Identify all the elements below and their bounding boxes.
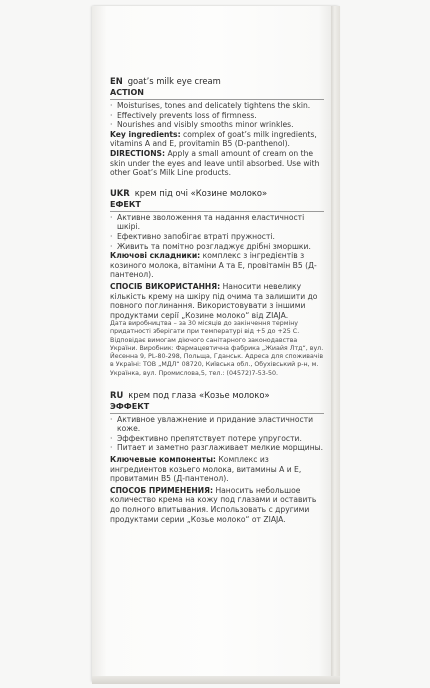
ukr-effect-label: ЕФЕКТ xyxy=(110,199,141,209)
ukr-directions xyxy=(110,282,324,320)
ukr-bullet-item xyxy=(110,232,324,242)
package-label-text xyxy=(110,76,324,524)
ru-heading xyxy=(110,390,324,401)
ru-key-ingredients xyxy=(110,455,324,484)
en-key-text: complex of goat’s milk ingredients, vitamins A and E, provitamin B5 (D-panthenol). xyxy=(110,129,317,149)
en-key-label: Key ingredients: xyxy=(110,129,181,139)
ukr-divider xyxy=(110,211,324,212)
en-dir-label: DIRECTIONS: xyxy=(110,148,166,158)
ru-bullet-text: Питает и заметно разглаживает мелкие морщины. xyxy=(117,443,324,453)
ru-key-text: Комплекс из ингредиентов козьего молока, витамины А и Е, провитамин B5 (Д-пантенол). xyxy=(110,455,302,484)
en-title: goat’s milk eye cream xyxy=(127,76,221,86)
bullet-dot: · xyxy=(110,231,113,241)
ru-bullet-item xyxy=(110,415,324,434)
ukr-dir-text: Наносити невелику кількість крему на шкіру під очима та залишити до повного поглинання. Використовувати з іншими продуктами серії „Козине молоко“ від ZIAJA. xyxy=(110,281,318,320)
ru-lang-code: RU xyxy=(110,389,124,400)
ukr-manufacturer-info: Дата виробництва – за 30 місяців до закінчення терміну придатності зберігати при температурі від +5 до +25 С. Відповідає вимогам діючого санітарного законодавства України. Виробник: Фармацевтична фабрика „Жиайя Лтд“, вул. Йесенна 9, PL-80-298, Польща, Гданськ. Адреса для споживачів в Україні: ТОВ „МДЛ“ 08720, Київська обл., Обухівський р-н, м. Українка, вул. Промислова,5, тел.: (04572)7-53-50. xyxy=(110,320,324,377)
en-bullet-item xyxy=(110,111,324,121)
en-lang-code: EN xyxy=(110,76,123,86)
bullet-dot: · xyxy=(110,101,113,110)
en-bullet-item xyxy=(110,120,324,130)
ru-dir-text: Наносить небольшое количество крема на кожу под глазами и оставить до полного впитывания. Использовать с другими продуктами серии „Козье молоко“ от ZIAJA. xyxy=(110,485,317,524)
ru-directions xyxy=(110,486,324,524)
ru-title: крем под глаза «Козье молоко» xyxy=(128,389,270,400)
ru-divider xyxy=(110,413,324,414)
ukr-bullet-item xyxy=(110,213,324,232)
en-divider xyxy=(110,99,324,100)
bullet-dot: · xyxy=(110,110,113,120)
ukr-bullet-text: Активне зволоження та надання еластичності шкірі. xyxy=(117,212,305,232)
package-bottom-edge xyxy=(92,676,340,684)
ukr-key-text: комплекс з інгредієнтів з козиного молока, вітаміни А та Е, провітамін B5 (Д-пантенол). xyxy=(110,251,317,280)
en-action-label: ACTION xyxy=(110,88,144,97)
ukr-dir-label: СПОСІБ ВИКОРИСТАННЯ: xyxy=(110,281,221,291)
ru-bullet-item xyxy=(110,443,324,453)
en-key-ingredients xyxy=(110,130,324,149)
en-bullet-text: Nourishes and visibly smooths minor wrinkles. xyxy=(117,120,294,130)
ru-effect-label: ЭФФЕКТ xyxy=(110,401,150,411)
ukr-bullet-text: Ефективно запобігає втраті пружності. xyxy=(117,231,275,241)
ukr-lang-code: UKR xyxy=(110,187,130,198)
ru-dir-label: СПОСОБ ПРИМЕНЕНИЯ: xyxy=(110,485,214,495)
en-bullet-text: Effectively prevents loss of firmness. xyxy=(117,110,257,120)
bullet-dot: · xyxy=(110,433,113,443)
package-side-edge xyxy=(331,6,340,682)
ru-bullet-text: Эффективно препятствует потере упругости. xyxy=(117,433,302,443)
ukr-bullet-item xyxy=(110,242,324,252)
en-dir-text: Apply a small amount of cream on the skin under the eyes and leave until absorbed. Use with other Goat’s Milk Line products. xyxy=(110,148,320,178)
ru-bullet-item xyxy=(110,434,324,444)
ukr-key-label: Ключові складники: xyxy=(110,251,201,261)
ukr-heading xyxy=(110,188,324,199)
ru-key-label: Ключевые компоненты: xyxy=(110,455,216,465)
bullet-dot: · xyxy=(110,443,113,453)
ukr-title: крем під очі «Козине молоко» xyxy=(134,187,268,198)
ukr-key-ingredients xyxy=(110,251,324,280)
ru-bullet-text: Активное увлажнение и придание эластичности коже. xyxy=(117,414,314,434)
en-heading xyxy=(110,76,324,87)
bullet-dot: · xyxy=(110,120,113,130)
ukr-bullet-text: Живить та помітно розгладжує дрібні зморшки. xyxy=(117,241,311,251)
en-bullet-text: Moisturises, tones and delicately tightens the skin. xyxy=(117,101,311,110)
bullet-dot: · xyxy=(110,414,113,424)
en-bullet-item xyxy=(110,101,324,111)
bullet-dot: · xyxy=(110,212,113,222)
en-directions xyxy=(110,149,324,178)
bullet-dot: · xyxy=(110,241,113,251)
